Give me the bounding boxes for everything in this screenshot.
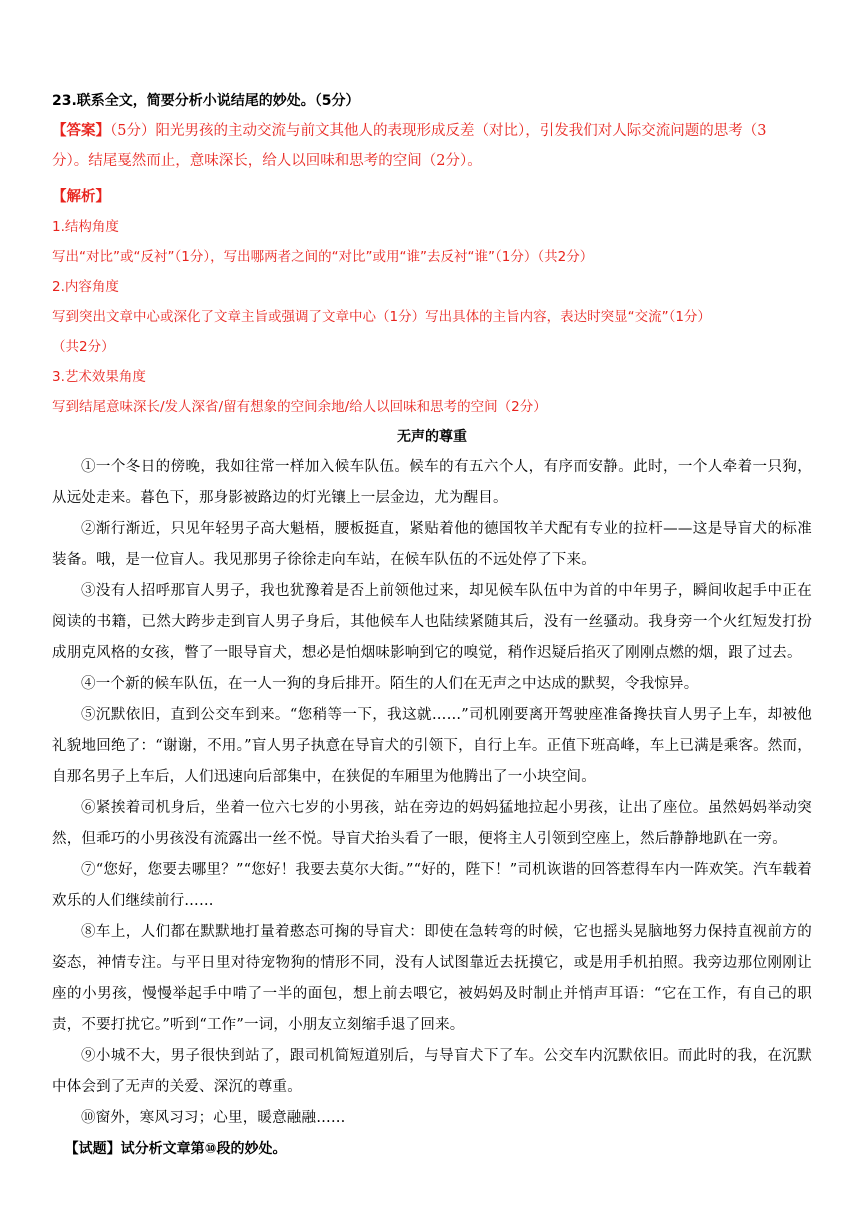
point-line: 写到结尾意味深长/发人深省/留有想象的空间余地/给人以回味和思考的空间（2分） — [52, 399, 547, 415]
exercise-prompt: 【试题】试分析文章第⑩段的妙处。 — [64, 1141, 287, 1157]
article-title: 无声的尊重 — [397, 429, 467, 445]
answer-tag: 【答案】 — [52, 122, 110, 139]
point-heading: 2.内容角度 — [52, 279, 119, 295]
question-title: 23.联系全文，简要分析小说结尾的妙处。（5分） — [52, 93, 360, 109]
point-line: 写到突出文章中心或深化了文章主旨或强调了文章中心（1分）写出具体的主旨内容，表达时突显“交流”（1分） — [52, 309, 711, 325]
point-heading: 3.艺术效果角度 — [52, 369, 146, 385]
analysis-tag: 【解析】 — [52, 188, 110, 205]
document-page — [52, 86, 812, 1164]
point-line: （共2分） — [52, 339, 115, 355]
article-paragraph: ③没有人招呼那盲人男子，我也犹豫着是否上前领他过来，却见候车队伍中为首的中年男子，瞬间收起手中正在阅读的书籍，已然大跨步走到盲人男子身后，其他候车人也陆续紧随其后，没有一丝骚动。我身旁一个火红短发打扮成朋克风格的女孩，瞥了一眼导盲犬，想必是怕烟味影响到它的嗅觉，稍作迟疑后掐灭了刚刚点燃的烟，跟了过去。 — [52, 583, 812, 661]
article-paragraph: ⑩窗外，寒风习习；心里，暖意融融…… — [81, 1110, 346, 1126]
answer-line — [52, 116, 812, 146]
answer-text-continued: 分）。结尾戛然而止，意味深长，给人以回味和思考的空间（2分）。 — [52, 153, 482, 169]
article-paragraph: ⑦“您好，您要去哪里？”“您好！我要去莫尔大街。”“好的，陛下！”司机诙谐的回答惹得车内一阵欢笑。汽车载着欢乐的人们继续前行…… — [52, 862, 812, 909]
point-heading: 1.结构角度 — [52, 219, 119, 235]
article-paragraph: ①一个冬日的傍晚，我如往常一样加入候车队伍。候车的有五六个人，有序而安静。此时，一个人牵着一只狗，从远处走来。暮色下，那身影被路边的灯光镶上一层金边，尤为醒目。 — [52, 459, 812, 506]
article-paragraph: ④一个新的候车队伍，在一人一狗的身后排开。陌生的人们在无声之中达成的默契，令我惊异。 — [81, 676, 699, 692]
answer-text: （5分）阳光男孩的主动交流与前文其他人的表现形成反差（对比），引发我们对人际交流问题的思考（3 — [110, 123, 767, 139]
point-line: 写出“对比”或“反衬”（1分），写出哪两者之间的“对比”或用“谁”去反衬“谁”（1分）（共2分） — [52, 249, 594, 265]
article-paragraph: ⑨小城不大，男子很快到站了，跟司机简短道别后，与导盲犬下了车。公交车内沉默依旧。而此时的我，在沉默中体会到了无声的关爱、深沉的尊重。 — [52, 1048, 812, 1095]
article-paragraph: ⑥紧挨着司机身后，坐着一位六七岁的小男孩，站在旁边的妈妈猛地拉起小男孩，让出了座位。虽然妈妈举动突然，但乖巧的小男孩没有流露出一丝不悦。导盲犬抬头看了一眼，便将主人引领到空座上，然后静静地趴在一旁。 — [52, 800, 812, 847]
article-paragraph: ⑤沉默依旧，直到公交车到来。“您稍等一下，我这就……”司机刚要离开驾驶座准备搀扶盲人男子上车，却被他礼貌地回绝了：“谢谢，不用。”盲人男子执意在导盲犬的引领下，自行上车。正值下班高峰，车上已满是乘客。然而，自那名男子上车后，人们迅速向后部集中，在狭促的车厢里为他腾出了一小块空间。 — [52, 707, 812, 785]
article-paragraph: ②渐行渐近，只见年轻男子高大魁梧，腰板挺直，紧贴着他的德国牧羊犬配有专业的拉杆——这是导盲犬的标准装备。哦，是一位盲人。我见那男子徐徐走向车站，在候车队伍的不远处停了下来。 — [52, 521, 812, 568]
article-paragraph: ⑧车上，人们都在默默地打量着憨态可掬的导盲犬：即使在急转弯的时候，它也摇头晃脑地努力保持直视前方的姿态，神情专注。与平日里对待宠物狗的情形不同，没有人试图靠近去抚摸它，或是用手机拍照。我旁边那位刚刚让座的小男孩，慢慢举起手中啃了一半的面包，想上前去喂它，被妈妈及时制止并悄声耳语：“它在工作，有自己的职责，不要打扰它。”听到“工作”一词，小朋友立刻缩手退了回来。 — [52, 924, 812, 1033]
